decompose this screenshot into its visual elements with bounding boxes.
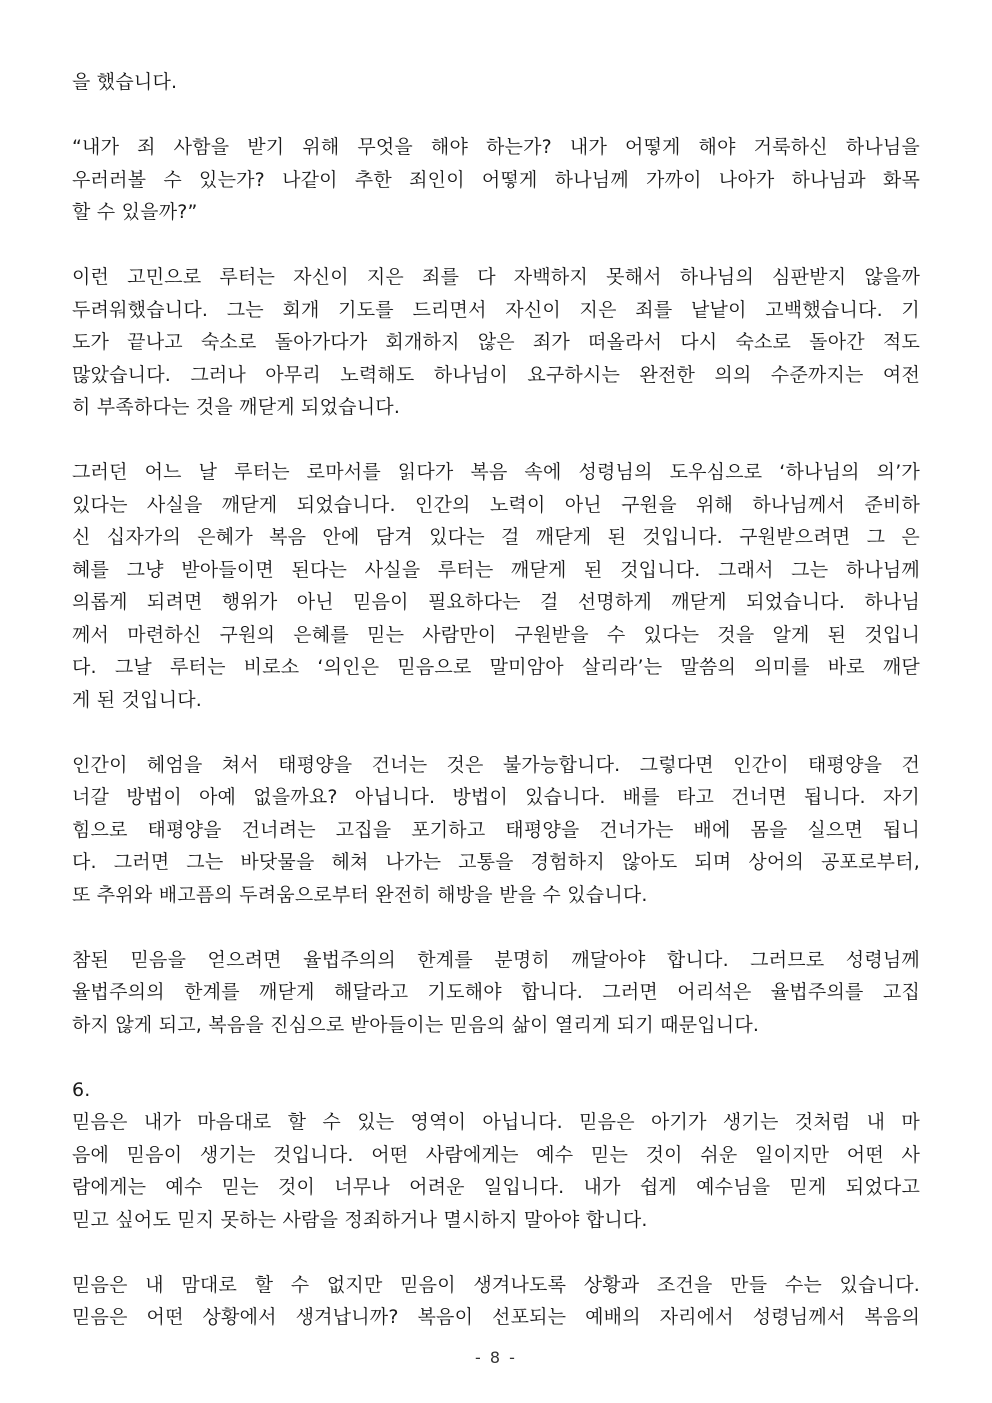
- text-line: 그러던 어느 날 루터는 로마서를 읽다가 복음 속에 성령님의 도우심으로 ‘하나님의 의’가: [72, 461, 920, 483]
- text-line: 도가 끝나고 숙소로 돌아가다가 회개하지 않은 죄가 떠올라서 다시 숙소로 돌아간 적도: [72, 331, 920, 353]
- section-paragraph-1: [72, 1106, 920, 1236]
- text-line: 을 했습니다.: [72, 71, 178, 93]
- section-number: 6.: [72, 1078, 91, 1101]
- paragraph-2: [72, 131, 920, 229]
- text-line: 있다는 사실을 깨닫게 되었습니다. 인간의 노력이 아닌 구원을 위해 하나님께서 준비하: [72, 493, 920, 516]
- text-line: 다. 그러면 그는 바닷물을 헤쳐 나가는 고통을 경험하지 않아도 되며 상어의 공포로부터,: [72, 851, 920, 873]
- page-number: - 8 -: [475, 1348, 517, 1367]
- text-line: 믿고 싶어도 믿지 못하는 사람을 정죄하거나 멸시하지 말아야 합니다.: [72, 1208, 648, 1231]
- text-line: 혜를 그냥 받아들이면 된다는 사실을 루터는 깨닫게 된 것입니다. 그래서 그는 하나님께: [72, 558, 920, 581]
- section-paragraph-2: [72, 1269, 920, 1334]
- document-body: [72, 66, 920, 1366]
- text-line: 힘으로 태평양을 건너려는 고집을 포기하고 태평양을 건너가는 배에 몸을 실으면 됩니: [72, 818, 920, 841]
- text-line: 이런 고민으로 루터는 자신이 지은 죄를 다 자백하지 못해서 하나님의 심판받지 않을까: [72, 266, 920, 288]
- text-line: 히 부족하다는 것을 깨닫게 되었습니다.: [72, 396, 401, 418]
- text-line: 할 수 있을까?”: [72, 201, 198, 223]
- text-line: 음에 믿음이 생기는 것입니다. 어떤 사람에게는 예수 믿는 것이 쉬운 일이지만 어떤 사: [72, 1143, 920, 1166]
- paragraph-3: [72, 261, 920, 424]
- text-line: 율법주의의 한계를 깨닫게 해달라고 기도해야 합니다. 그러면 어리석은 율법주의를 고집: [72, 981, 920, 1003]
- text-line: 너갈 방법이 아예 없을까요? 아닙니다. 방법이 있습니다. 배를 타고 건너면 됩니다. 자기: [72, 786, 920, 808]
- text-line: 다. 그날 루터는 비로소 ‘의인은 믿음으로 말미암아 살리라’는 말씀의 의미를 바로 깨닫: [72, 656, 920, 678]
- text-line: 우러러볼 수 있는가? 나같이 추한 죄인이 어떻게 하나님께 가까이 나아가 하나님과 화목: [72, 168, 920, 191]
- text-line: 두려워했습니다. 그는 회개 기도를 드리면서 자신이 지은 죄를 낱낱이 고백했습니다. 기: [72, 298, 920, 321]
- text-line: 인간이 헤엄을 쳐서 태평양을 건너는 것은 불가능합니다. 그렇다면 인간이 태평양을 건: [72, 753, 920, 776]
- text-line: 께서 마련하신 구원의 은혜를 믿는 사람만이 구원받을 수 있다는 것을 알게 된 것입니: [72, 623, 920, 646]
- text-line: 믿음은 내가 마음대로 할 수 있는 영역이 아닙니다. 믿음은 아기가 생기는 것처럼 내 마: [72, 1111, 920, 1133]
- paragraph-4: [72, 456, 920, 716]
- text-line: 의롭게 되려면 행위가 아닌 믿음이 필요하다는 걸 선명하게 깨닫게 되었습니다. 하나님: [72, 591, 920, 613]
- text-line: 믿음은 내 맘대로 할 수 없지만 믿음이 생겨나도록 상황과 조건을 만들 수는 있습니다.: [72, 1273, 920, 1296]
- paragraph-6: [72, 944, 920, 1042]
- paragraph-1: [72, 66, 920, 99]
- text-line: 하지 않게 되고, 복음을 진심으로 받아들이는 믿음의 삶이 열리게 되기 때문입니다.: [72, 1013, 760, 1036]
- text-line: 믿음은 어떤 상황에서 생겨납니까? 복음이 선포되는 예배의 자리에서 성령님께서 복음의: [72, 1306, 920, 1328]
- text-line: “내가 죄 사함을 받기 위해 무엇을 해야 하는가? 내가 어떻게 해야 거룩하신 하나님을: [72, 136, 920, 158]
- paragraph-5: [72, 749, 920, 912]
- text-line: 신 십자가의 은혜가 복음 안에 담겨 있다는 걸 깨닫게 된 것입니다. 구원받으려면 그 은: [72, 526, 920, 548]
- text-line: 참된 믿음을 얻으려면 율법주의의 한계를 분명히 깨달아야 합니다. 그러므로 성령님께: [72, 948, 920, 971]
- text-line: 또 추위와 배고픔의 두려움으로부터 완전히 해방을 받을 수 있습니다.: [72, 883, 648, 906]
- text-line: 많았습니다. 그러나 아무리 노력해도 하나님이 요구하시는 완전한 의의 수준까지는 여전: [72, 363, 920, 386]
- text-line: 람에게는 예수 믿는 것이 너무나 어려운 일입니다. 내가 쉽게 예수님을 믿게 되었다고: [72, 1176, 920, 1198]
- text-line: 게 된 것입니다.: [72, 688, 203, 711]
